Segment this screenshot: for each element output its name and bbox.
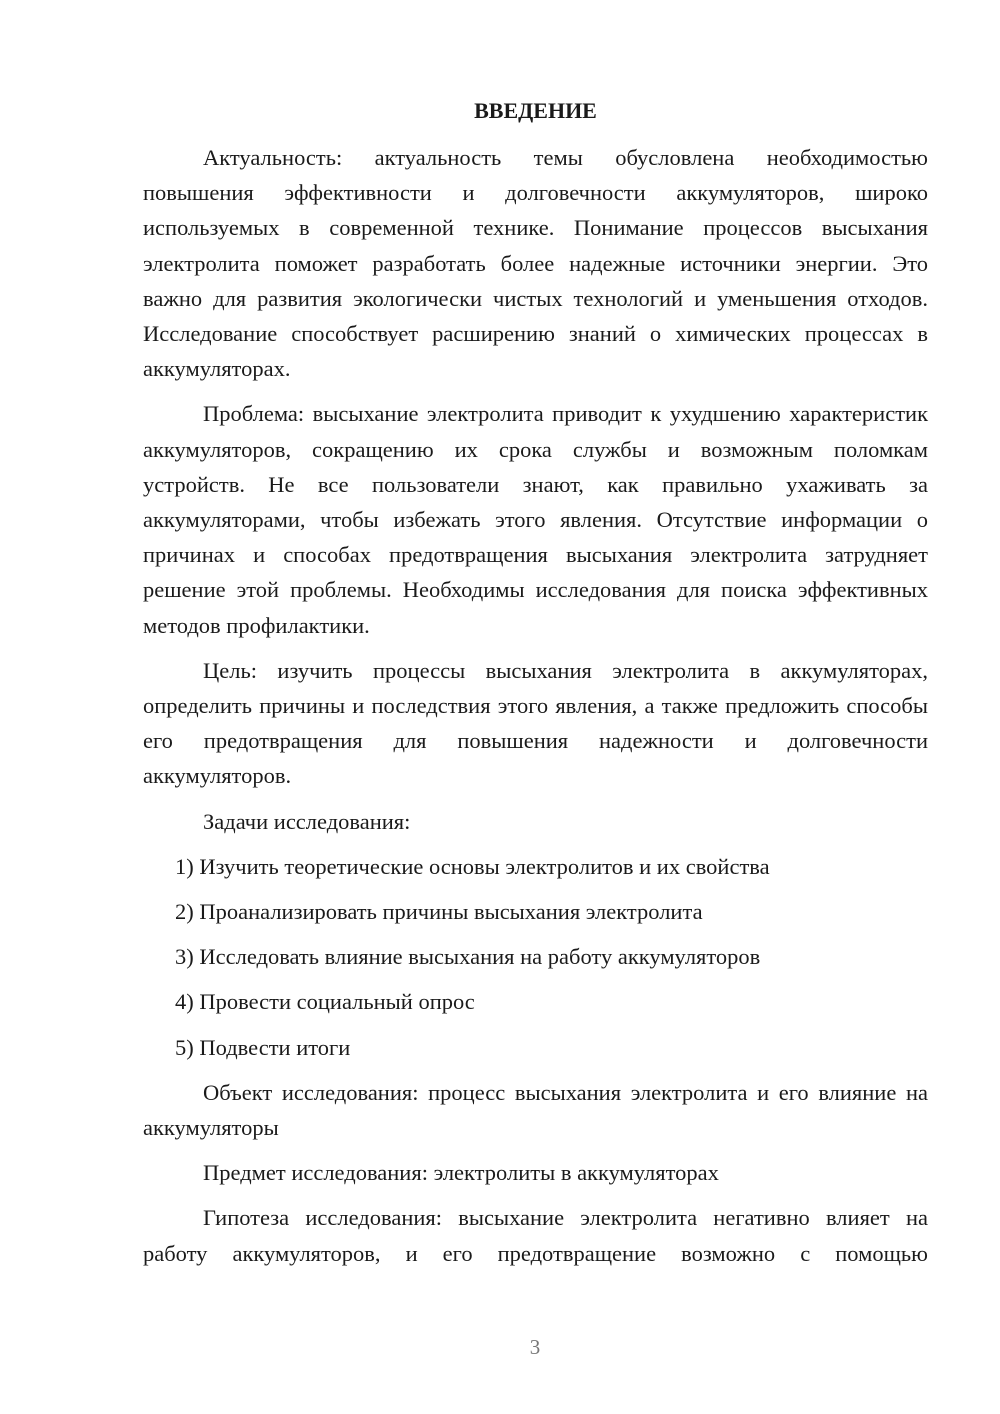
section-title: ВВЕДЕНИЕ: [474, 98, 597, 123]
relevance-paragraph: Актуальность: актуальность темы обусловлена необходимостью повышения эффективности и долговечности аккумуляторов, широко используемых в современной технике. Понимание процессов высыхания электролита поможет разработать более надежные источники энергии. Это важно для развития экологически чистых технологий и уменьшения отходов. Исследование способствует расширению знаний о химических процессах в аккумуляторах.: [143, 145, 928, 382]
hypothesis-paragraph: Гипотеза исследования: высыхание электролита негативно влияет на работу аккумуляторов, и его предотвращение возможно с помощью: [143, 1205, 928, 1266]
task-item: 3) Исследовать влияние высыхания на работу аккумуляторов: [175, 944, 761, 970]
task-item: 5) Подвести итоги: [175, 1034, 351, 1060]
page-body: [143, 96, 928, 1281]
problem-paragraph: Проблема: высыхание электролита приводит к ухудшению характеристик аккумуляторов, сокращению их срока службы и возможным поломкам устройств. Не все пользователи знают, как правильно ухаживать за аккумуляторами, чтобы избежать этого явления. Отсутствие информации о причинах и способах предотвращения высыхания электролита затрудняет решение этой проблемы. Необходимы исследования для поиска эффективных методов профилактики.: [143, 401, 928, 638]
task-item: 1) Изучить теоретические основы электролитов и их свойства: [175, 853, 770, 879]
task-item: 2) Проанализировать причины высыхания электролита: [175, 899, 703, 925]
object-paragraph: Объект исследования: процесс высыхания электролита и его влияние на аккумуляторы: [143, 1079, 928, 1141]
tasks-heading: Задачи исследования:: [203, 808, 411, 834]
page-number: 3: [529, 1335, 541, 1359]
goal-paragraph: Цель: изучить процессы высыхания электролита в аккумуляторах, определить причины и последствия этого явления, а также предложить способы его предотвращения для повышения надежности и долговечности аккумуляторов.: [143, 657, 928, 789]
subject-paragraph: Предмет исследования: электролиты в аккумуляторах: [203, 1160, 719, 1186]
task-item: 4) Провести социальный опрос: [175, 989, 475, 1015]
tasks-list: [143, 849, 928, 1065]
